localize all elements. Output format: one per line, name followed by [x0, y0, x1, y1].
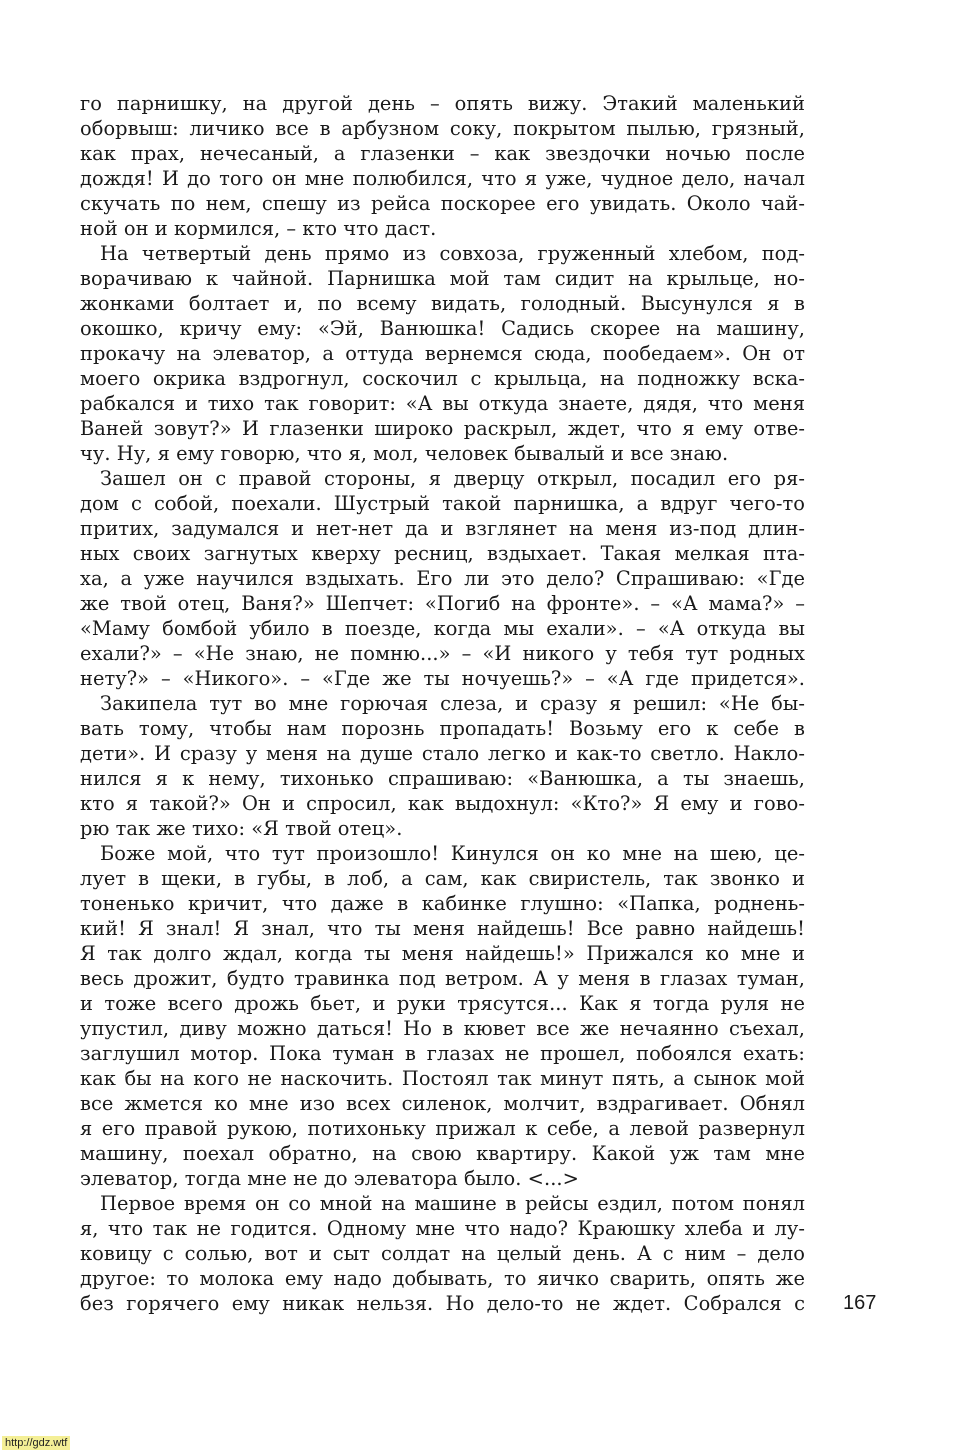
text-line: Боже мой, что тут произошло! Кинулся он ко мне на шею, це- — [100, 842, 805, 865]
text-line: я его правой рукою, потихоньку прижал к себе, а левой развернул — [80, 1117, 805, 1140]
text-line: «Маму бомбой убило в поезде, когда мы ехали». – «А откуда вы — [80, 617, 805, 640]
book-page-text — [80, 91, 805, 1316]
text-line: дождя! И до того он мне полюбился, что я уже, чудное дело, начал — [80, 167, 805, 190]
text-line: ной он и кормился, – кто что даст. — [80, 217, 437, 240]
text-line: как прах, нечесаный, а глазенки – как звездочки ночью после — [80, 142, 805, 165]
paragraph — [80, 466, 805, 691]
text-line: го парнишку, на другой день – опять вижу. Этакий маленький — [80, 92, 805, 115]
text-line: моего окрика вздрогнул, соскочил с крыльца, на подножку вска- — [80, 367, 805, 390]
text-line: без горячего ему никак нельзя. Но дело-то не ждет. Собрался с — [80, 1292, 805, 1315]
text-line: рю так же тихо: «Я твой отец». — [80, 817, 403, 840]
text-line: заглушил мотор. Пока туман в глазах не прошел, побоялся ехать: — [80, 1042, 805, 1065]
text-line: ковицу с солью, вот и сыт солдат на целый день. А с ним – дело — [80, 1242, 805, 1265]
text-line: Ваней зовут?» И глазенки широко раскрыл, ждет, что я ему отве- — [80, 417, 805, 440]
text-line: я, что так не годится. Одному мне что надо? Краюшку хлеба и лу- — [80, 1217, 805, 1240]
text-line: рабкался и тихо так говорит: «А вы откуда знаете, дядя, что меня — [80, 392, 805, 415]
text-line: Зашел он с правой стороны, я дверцу открыл, посадил его ря- — [100, 467, 805, 490]
page-number: 167 — [843, 1292, 877, 1314]
text-line: дети». И сразу у меня на душе стало легко и как-то светло. Накло- — [80, 742, 805, 765]
text-line: все жмется ко мне изо всех силенок, молчит, вздрагивает. Обнял — [80, 1092, 805, 1115]
text-line: элеватор, тогда мне не до элеватора было. <...> — [80, 1167, 579, 1190]
text-line: ворачиваю к чайной. Парнишка мой там сидит на крыльце, но- — [80, 267, 805, 290]
text-line: нету?» – «Никого». – «Где же ты ночуешь?» – «А где придется». — [80, 667, 805, 690]
text-line: жонками болтает и, по всему видать, голодный. Высунулся я в — [80, 292, 805, 315]
text-line: Закипела тут во мне горючая слеза, и сразу я решил: «Не бы- — [100, 692, 805, 715]
text-line: упустил, диву можно даться! Но в кювет все же нечаянно съехал, — [80, 1017, 805, 1040]
text-line: ных своих загнутых кверху ресниц, вздыхает. Такая мелкая пта- — [80, 542, 805, 565]
text-line: нился я к нему, тихонько спрашиваю: «Ванюшка, а ты знаешь, — [80, 767, 805, 790]
text-line: прокачу на элеватор, а оттуда вернемся сюда, пообедаем». Он от — [80, 342, 805, 365]
paragraph — [80, 841, 805, 1191]
text-line: оборвыш: личико все в арбузном соку, покрытом пылью, грязный, — [80, 117, 805, 140]
paragraph — [80, 91, 805, 241]
text-line: машину, поехал обратно, на свою квартиру. Какой уж там мне — [80, 1142, 805, 1165]
text-line: лует в щеки, в губы, в лоб, а сам, как свиристель, так звонко и — [80, 867, 805, 890]
text-line: притих, задумался и нет-нет да и взглянет на меня из-под длин- — [80, 517, 805, 540]
text-line: кто я такой?» Он и спросил, как выдохнул: «Кто?» Я ему и гово- — [80, 792, 805, 815]
text-line: Я так долго ждал, когда ты меня найдешь!» Прижался ко мне и — [80, 942, 805, 965]
text-line: и тоже всего дрожь бьет, и руки трясутся... Как я тогда руля не — [80, 992, 805, 1015]
text-line: весь дрожит, будто травинка под ветром. А у меня в глазах туман, — [80, 967, 805, 990]
text-line: окошко, кричу ему: «Эй, Ванюшка! Садись скорее на машину, — [80, 317, 805, 340]
text-line: ехали?» – «Не знаю, не помню...» – «И никого у тебя тут родных — [80, 642, 805, 665]
text-line: чу. Ну, я ему говорю, что я, мол, человек бывалый и все знаю. — [80, 442, 729, 465]
paragraph — [80, 241, 805, 466]
text-line: ха, а уже научился вздыхать. Его ли это дело? Спрашиваю: «Где — [80, 567, 805, 590]
text-line: скучать по нем, спешу из рейса поскорее его увидать. Около чай- — [80, 192, 805, 215]
text-line: другое: то молока ему надо добывать, то яичко сварить, опять же — [80, 1267, 805, 1290]
paragraph — [80, 691, 805, 841]
text-line: кий! Я знал! Я знал, что ты меня найдешь! Все равно найдешь! — [80, 917, 805, 940]
watermark-link[interactable]: http://gdz.wtf — [2, 1436, 70, 1450]
paragraph — [80, 1191, 805, 1316]
text-line: дом с собой, поехали. Шустрый такой парнишка, а вдруг чего-то — [80, 492, 805, 515]
text-line: Первое время он со мной на машине в рейсы ездил, потом понял — [100, 1192, 805, 1215]
text-line: тоненько кричит, что даже в кабинке глушно: «Папка, роднень- — [80, 892, 805, 915]
text-line: На четвертый день прямо из совхоза, груженный хлебом, под- — [100, 242, 805, 265]
text-line: же твой отец, Ваня?» Шепчет: «Погиб на фронте». – «А мама?» – — [80, 592, 805, 615]
text-line: как бы на кого не наскочить. Постоял так минут пять, а сынок мой — [80, 1067, 805, 1090]
text-line: вать тому, чтобы нам порознь пропадать! Возьму его к себе в — [80, 717, 805, 740]
